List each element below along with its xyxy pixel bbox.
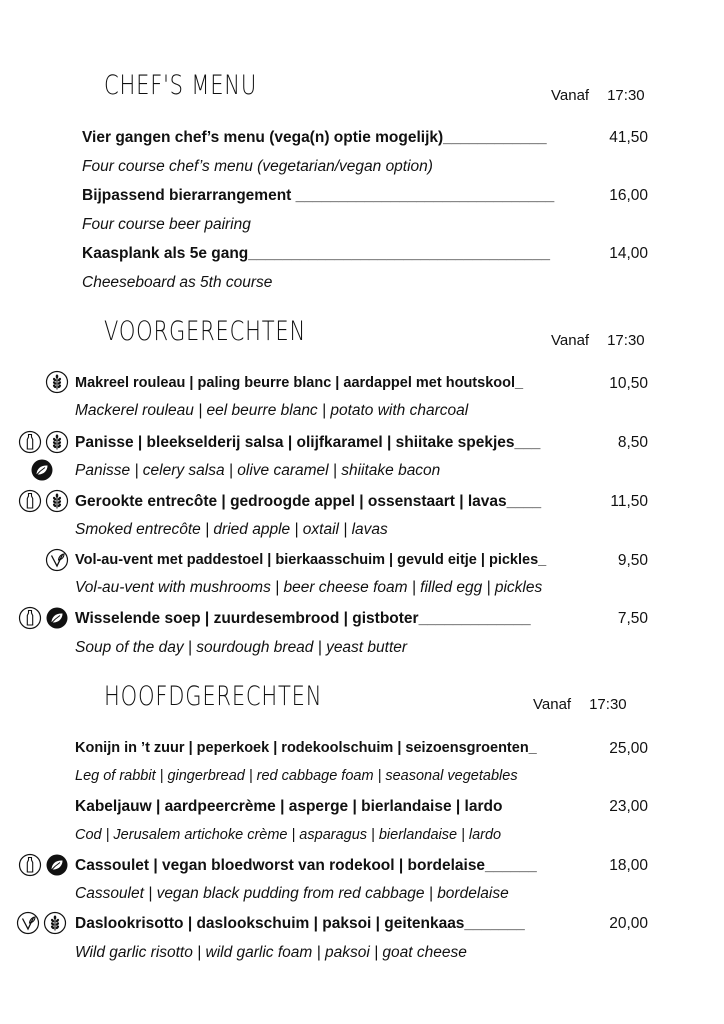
dish-price: 23,00 bbox=[609, 798, 648, 815]
dish-description: Wild garlic risotto | wild garlic foam | paksoi | goat cheese bbox=[75, 944, 467, 961]
dish-price: 16,00 bbox=[609, 187, 648, 204]
dish-price: 41,50 bbox=[609, 129, 648, 146]
vanaf-label: Vanaf bbox=[533, 696, 572, 713]
section-title-voorgerechten: VOORGERECHTEN bbox=[104, 316, 306, 347]
dish-price: 7,50 bbox=[617, 610, 648, 627]
dish-description: Four course chef’s menu (vegetarian/vegan option) bbox=[82, 158, 433, 175]
serving-time-voorgerechten bbox=[551, 332, 645, 349]
dish-price: 14,00 bbox=[609, 245, 648, 262]
dish-description: Cassoulet | vegan black pudding from red cabbage | bordelaise bbox=[75, 885, 509, 902]
vanaf-label: Vanaf bbox=[551, 87, 590, 104]
allergen-icons bbox=[45, 370, 69, 394]
dish-name: Bijpassend bierarrangement ______________________________ bbox=[82, 187, 555, 204]
milk-bottle-icon bbox=[18, 489, 42, 513]
allergen-icons bbox=[18, 853, 69, 877]
dish-name: Makreel rouleau | paling beurre blanc | aardappel met houtskool_ bbox=[75, 375, 524, 391]
allergen-icons bbox=[30, 458, 54, 482]
dish-description: Cheeseboard as 5th course bbox=[82, 274, 273, 291]
allergen-icons bbox=[18, 606, 69, 630]
dish-name: Kaasplank als 5e gang___________________________________ bbox=[82, 245, 550, 262]
dish-name: Wisselende soep | zuurdesembrood | gistboter_____________ bbox=[75, 610, 531, 627]
milk-bottle-icon bbox=[18, 853, 42, 877]
allergen-icons bbox=[18, 489, 69, 513]
time-label: 17:30 bbox=[607, 332, 645, 349]
allergen-icons bbox=[16, 911, 67, 935]
vegan-leaf-icon bbox=[45, 853, 69, 877]
dish-name: Vol-au-vent met paddestoel | bierkaasschuim | gevuld eitje | pickles_ bbox=[75, 552, 547, 568]
dish-description: Mackerel rouleau | eel beurre blanc | potato with charcoal bbox=[75, 402, 469, 419]
dish-price: 20,00 bbox=[609, 915, 648, 932]
dish-description: Soup of the day | sourdough bread | yeast butter bbox=[75, 639, 408, 656]
vegan-leaf-icon bbox=[45, 606, 69, 630]
serving-time-hoofdgerechten bbox=[533, 696, 627, 713]
dish-description: Smoked entrecôte | dried apple | oxtail | lavas bbox=[75, 521, 388, 538]
time-label: 17:30 bbox=[589, 696, 627, 713]
dish-description: Panisse | celery salsa | olive caramel | shiitake bacon bbox=[75, 462, 441, 479]
dish-price: 10,50 bbox=[609, 375, 648, 392]
section-title-chefs-menu: CHEF'S MENU bbox=[104, 70, 258, 101]
dish-price: 8,50 bbox=[617, 434, 648, 451]
wheat-icon bbox=[45, 430, 69, 454]
time-label: 17:30 bbox=[607, 87, 645, 104]
wheat-icon bbox=[43, 911, 67, 935]
wheat-icon bbox=[45, 489, 69, 513]
vanaf-label: Vanaf bbox=[551, 332, 590, 349]
milk-bottle-icon bbox=[18, 430, 42, 454]
dish-name: Gerookte entrecôte | gedroogde appel | ossenstaart | lavas____ bbox=[75, 493, 542, 510]
allergen-icons bbox=[18, 430, 69, 454]
dish-name: Vier gangen chef’s menu (vega(n) optie mogelijk)____________ bbox=[82, 129, 547, 146]
dish-price: 25,00 bbox=[609, 740, 648, 757]
serving-time-chefs-menu bbox=[551, 87, 645, 104]
dish-name: Cassoulet | vegan bloedworst van rodekool | bordelaise______ bbox=[75, 857, 537, 874]
vegan-leaf-icon bbox=[30, 458, 54, 482]
dish-description: Four course beer pairing bbox=[82, 216, 251, 233]
dish-description: Leg of rabbit | gingerbread | red cabbage foam | seasonal vegetables bbox=[75, 768, 518, 784]
dish-price: 9,50 bbox=[617, 552, 648, 569]
vegetarian-icon bbox=[16, 911, 40, 935]
dish-name: Konijn in ’t zuur | peperkoek | rodekoolschuim | seizoensgroenten_ bbox=[75, 740, 537, 756]
dish-price: 11,50 bbox=[610, 493, 648, 510]
wheat-icon bbox=[45, 370, 69, 394]
dish-description: Cod | Jerusalem artichoke crème | asparagus | bierlandaise | lardo bbox=[75, 827, 502, 843]
section-title-hoofdgerechten: HOOFDGERECHTEN bbox=[104, 681, 323, 712]
milk-bottle-icon bbox=[18, 606, 42, 630]
dish-name: Panisse | bleekselderij salsa | olijfkaramel | shiitake spekjes___ bbox=[75, 434, 541, 451]
allergen-icons bbox=[45, 548, 69, 572]
dish-name: Kabeljauw | aardpeercrème | asperge | bierlandaise | lardo bbox=[75, 798, 503, 815]
dish-name: Daslookrisotto | daslookschuim | paksoi | geitenkaas_______ bbox=[75, 915, 525, 932]
dish-price: 18,00 bbox=[609, 857, 648, 874]
vegetarian-icon bbox=[45, 548, 69, 572]
dish-description: Vol-au-vent with mushrooms | beer cheese foam | filled egg | pickles bbox=[75, 579, 543, 596]
